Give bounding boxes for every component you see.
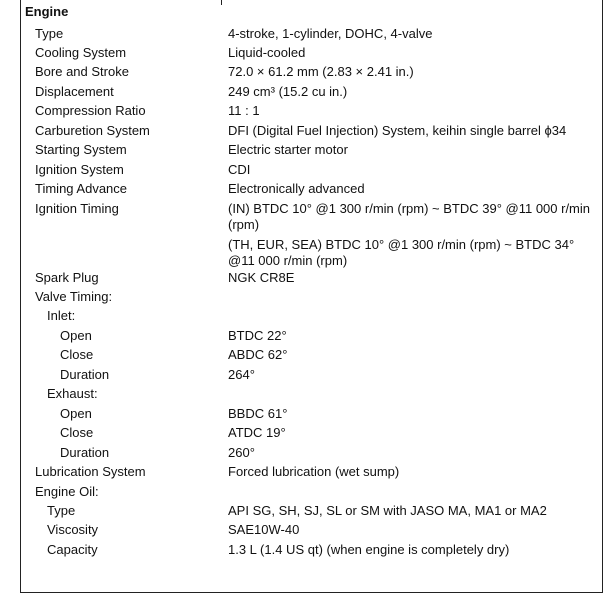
spec-label: Viscosity: [47, 522, 99, 537]
spec-label: Starting System: [35, 142, 127, 157]
spec-label: Bore and Stroke: [35, 64, 129, 79]
spec-label: Open: [60, 328, 92, 343]
section-title: Engine: [25, 4, 69, 19]
spec-value: API SG, SH, SJ, SL or SM with JASO MA, MA1 or MA2: [228, 503, 547, 518]
spec-value: SAE10W-40: [228, 522, 300, 537]
spec-value: Forced lubrication (wet sump): [228, 464, 400, 479]
spec-label: Duration: [60, 367, 110, 382]
spec-value: Electric starter motor: [228, 142, 348, 157]
spec-value: 1.3 L (1.4 US qt) (when engine is completely dry): [228, 542, 510, 557]
spec-label: Engine Oil:: [35, 484, 99, 499]
spec-label: Inlet:: [47, 308, 76, 323]
spec-label: Exhaust:: [47, 386, 98, 401]
spec-label: Carburetion System: [35, 123, 150, 138]
spec-label: Valve Timing:: [35, 289, 113, 304]
spec-value: 4-stroke, 1-cylinder, DOHC, 4-valve: [228, 26, 433, 41]
spec-value: BBDC 61°: [228, 406, 288, 421]
spec-label: Compression Ratio: [35, 103, 146, 118]
spec-label: Type: [35, 26, 64, 41]
spec-value: BTDC 22°: [228, 328, 287, 343]
spec-label: Cooling System: [35, 45, 127, 60]
spec-value: 260°: [228, 445, 255, 460]
spec-label: Capacity: [47, 542, 98, 557]
spec-label: Ignition System: [35, 162, 124, 177]
spec-value: NGK CR8E: [228, 270, 295, 285]
spec-value: DFI (Digital Fuel Injection) System, keihin single barrel ϕ34: [228, 123, 567, 138]
spec-value: Liquid-cooled: [228, 45, 306, 60]
spec-label: Open: [60, 406, 92, 421]
spec-label: Close: [60, 425, 94, 440]
spec-label: Type: [47, 503, 76, 518]
spec-label: Spark Plug: [35, 270, 99, 285]
spec-value: 264°: [228, 367, 255, 382]
spec-value: CDI: [228, 162, 251, 177]
spec-label: Displacement: [35, 84, 114, 99]
spec-value: ABDC 62°: [228, 347, 288, 362]
spec-label: Ignition Timing: [35, 201, 119, 216]
spec-value: (IN) BTDC 10° @1 300 r/min (rpm) ~ BTDC 39° @11 000 r/min (rpm) (TH, EUR, SEA) BTDC 10° @1 300 r/min (rpm) ~ BTDC 34° @11 000 r/min (rpm): [228, 201, 591, 268]
spec-label: Duration: [60, 445, 110, 460]
spec-value: 11 : 1: [228, 103, 260, 118]
spec-value: 249 cm³ (15.2 cu in.): [228, 84, 348, 99]
column-divider: [221, 0, 222, 5]
spec-value: 72.0 × 61.2 mm (2.83 × 2.41 in.): [228, 64, 414, 79]
spec-label: Lubrication System: [35, 464, 146, 479]
spec-label: Close: [60, 347, 94, 362]
spec-table: [20, 0, 603, 593]
spec-value: Electronically advanced: [228, 181, 365, 196]
spec-label: Timing Advance: [35, 181, 128, 196]
spec-value: ATDC 19°: [228, 425, 286, 440]
